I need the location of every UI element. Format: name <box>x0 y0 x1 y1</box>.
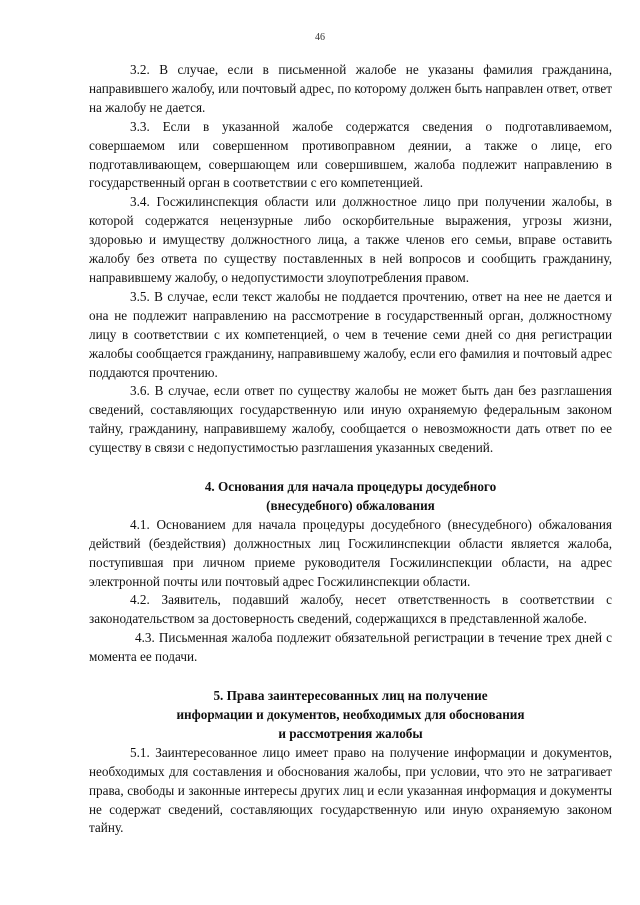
page-number: 46 <box>315 32 325 43</box>
section-5-heading <box>89 687 612 744</box>
paragraph-3-6: 3.6. В случае, если ответ по существу жалобы не может быть дан без разглашения сведений, составляющих государственную или иную охраняемую федеральным законом тайну, гражданину, направившему жалобу, сообщается о невозможности дать ответ по ее существу в связи с недопустимостью разглашения указанных сведений. <box>89 383 612 456</box>
paragraph-5-1: 5.1. Заинтересованное лицо имеет право на получение информации и документов, необходимых для составления и обоснования жалобы, при условии, что это не затрагивает права, свободы и законные интересы других лиц и если указанная информация и документы не содержат сведений, составляющих государственную или иную охраняемую законом тайну. <box>89 744 612 836</box>
section-5-heading-line-3: и рассмотрения жалобы <box>278 725 423 741</box>
section-4-heading-line-1: 4. Основания для начала процедуры досудебного <box>204 479 497 495</box>
paragraph-4-2: 4.2. Заявитель, подавший жалобу, несет ответственность в соответствии с законодательством за достоверность сведений, содержащихся в представленной жалобе. <box>89 592 612 627</box>
section-5-heading-line-1: 5. Права заинтересованных лиц на получение <box>213 688 488 704</box>
paragraph-3-5: 3.5. В случае, если текст жалобы не поддается прочтению, ответ на нее не дается и она не подлежит направлению на рассмотрение в государственный орган, должностному лицу в соответствии с их компетенцией, о чем в течение семи дней со дня регистрации жалобы сообщается гражданину, направившему жалобу, если его фамилия и почтовый адрес поддаются прочтению. <box>89 288 612 380</box>
page-content <box>89 61 612 838</box>
paragraph-4-1: 4.1. Основанием для начала процедуры досудебного (внесудебного) обжалования действий (бездействия) должностных лиц Госжилинспекции области является жалоба, поступившая при личном приеме руководителя Госжилинспекции области, на адрес электронной почты или почтовый адрес Госжилинспекции области. <box>89 516 612 589</box>
paragraph-3-2: 3.2. В случае, если в письменной жалобе не указаны фамилия гражданина, направившего жалобу, или почтовый адрес, по которому должен быть направлен ответ, ответ на жалобу не дается. <box>89 62 612 115</box>
paragraph-3-3: 3.3. Если в указанной жалобе содержатся сведения о подготавливаемом, совершаемом или совершенном противоправном деянии, а также о лице, его подготавливающем, совершающем или совершившем, жалоба подлежит направлению в государственный орган в соответствии с его компетенцией. <box>89 118 612 191</box>
paragraph-4-3: 4.3. Письменная жалоба подлежит обязательной регистрации в течение трех дней с момента ее подачи. <box>89 630 612 665</box>
paragraph-3-4: 3.4. Госжилинспекция области или должностное лицо при получении жалобы, в которой содержатся нецензурные либо оскорбительные выражения, угрозы жизни, здоровью и имуществу должностного лица, а также членов его семьи, вправе оставить жалобу без ответа по существу поставленных в ней вопросов и сообщить гражданину, направившему жалобу, о недопустимости злоупотребления правом. <box>89 194 612 285</box>
section-5-heading-line-2: информации и документов, необходимых для обоснования <box>176 707 525 722</box>
section-4-heading-line-2: (внесудебного) обжалования <box>266 497 435 513</box>
section-4-heading <box>89 478 612 516</box>
